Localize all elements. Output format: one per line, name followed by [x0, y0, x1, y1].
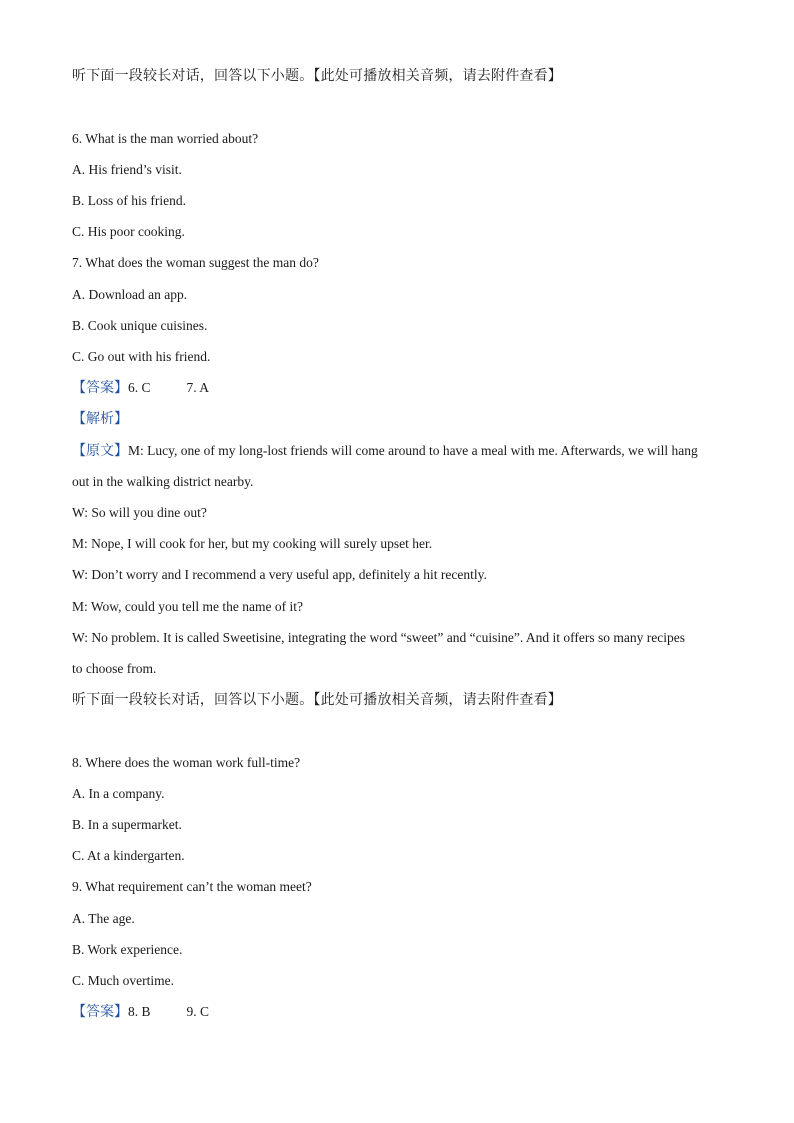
question-9-option-a: A. The age.	[72, 911, 135, 926]
answer-8: 8. B	[128, 1004, 151, 1019]
question-7-stem: 7. What does the woman suggest the man do?	[72, 255, 319, 270]
transcript-line-4: M: Nope, I will cook for her, but my cooking will surely upset her.	[72, 536, 433, 551]
transcript-line-2: out in the walking district nearby.	[72, 474, 254, 489]
question-8-option-a: A. In a company.	[72, 786, 165, 801]
question-6-option-a: A. His friend’s visit.	[72, 162, 182, 177]
question-7-option-c: C. Go out with his friend.	[72, 349, 211, 364]
question-7-option-b: B. Cook unique cuisines.	[72, 318, 208, 333]
answer-label: 【答案】	[72, 380, 128, 396]
question-6-option-c: C. His poor cooking.	[72, 224, 185, 239]
transcript-line-6: M: Wow, could you tell me the name of it?	[72, 599, 303, 614]
question-6-option-b: B. Loss of his friend.	[72, 193, 186, 208]
question-8-option-b: B. In a supermarket.	[72, 817, 182, 832]
answer-7: 7. A	[186, 380, 210, 395]
answer-label: 【答案】	[72, 1004, 128, 1020]
analysis-heading	[72, 409, 128, 429]
transcript-line-1: 【原文】M: Lucy, one of my long-lost friends will come around to have a meal with me. Afterwards, we will hang	[72, 443, 698, 459]
question-6-stem: 6. What is the man worried about?	[72, 131, 259, 146]
answer-6: 6. C	[128, 380, 151, 395]
transcript-line-3: W: So will you dine out?	[72, 505, 207, 520]
question-9-stem: 9. What requirement can’t the woman meet?	[72, 879, 312, 894]
question-9-option-b: B. Work experience.	[72, 942, 183, 957]
section1-instruction: 听下面一段较长对话，回答以下小题。【此处可播放相关音频，请去附件查看】	[72, 68, 562, 84]
answer-row-2	[72, 1002, 209, 1022]
analysis-label: 【解析】	[72, 411, 128, 427]
transcript-line-7: W: No problem. It is called Sweetisine, integrating the word “sweet” and “cuisine”. And it offers so many recipes	[72, 630, 685, 645]
transcript-line-5: W: Don’t worry and I recommend a very useful app, definitely a hit recently.	[72, 567, 487, 582]
transcript-label: 【原文】	[72, 443, 128, 459]
transcript-line-8: to choose from.	[72, 661, 157, 676]
section2-instruction: 听下面一段较长对话，回答以下小题。【此处可播放相关音频，请去附件查看】	[72, 692, 562, 708]
answer-row-1	[72, 378, 209, 398]
question-8-option-c: C. At a kindergarten.	[72, 848, 185, 863]
question-9-option-c: C. Much overtime.	[72, 973, 174, 988]
question-8-stem: 8. Where does the woman work full-time?	[72, 755, 301, 770]
answer-9: 9. C	[186, 1004, 210, 1019]
question-7-option-a: A. Download an app.	[72, 287, 188, 302]
